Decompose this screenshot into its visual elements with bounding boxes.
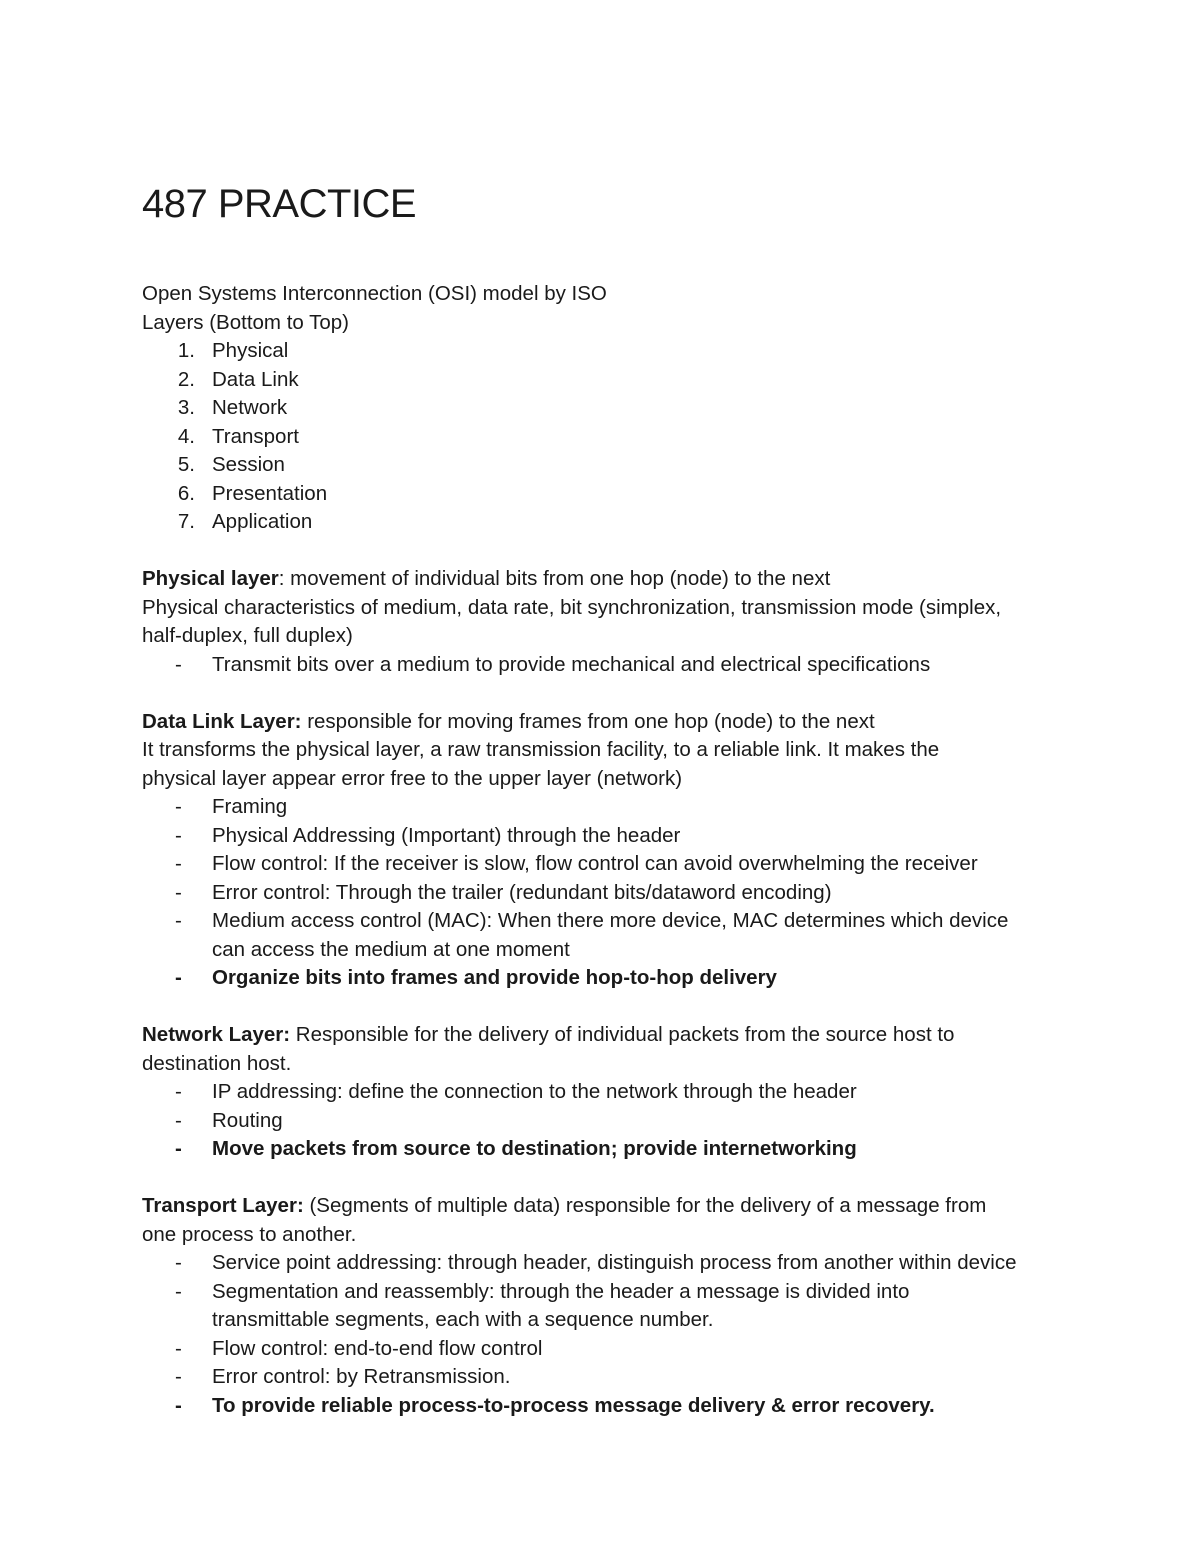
list-item [142,451,1082,480]
list-item [142,850,1082,879]
list-item-label: Move packets from source to destination; provide internetworking [212,1137,857,1160]
bullet-dash: - [175,1365,182,1388]
bullet-dash: - [175,1279,182,1303]
bullet-dash: - [175,852,182,875]
list-item-label: Transmit bits over a medium to provide mechanical and electrical specifications [212,652,931,676]
list-item-label: Flow control: If the receiver is slow, flow control can avoid overwhelming the receiver [212,852,978,875]
list-item [142,366,1082,395]
bullet-dash: - [175,1108,182,1132]
list-item-label: Physical [212,339,289,362]
list-item [142,1249,1082,1278]
list-number: 7. [177,510,195,533]
transport-bullet-list [142,1249,1082,1420]
bullet-dash: - [175,966,182,989]
list-item-bold [142,1392,1082,1421]
bullet-dash: - [175,1080,182,1103]
list-item-label: Error control: by Retransmission. [212,1365,511,1388]
paragraph-line: one process to another. [142,1222,357,1246]
physical-bullet-list [142,651,1082,680]
bullet-dash: - [175,652,182,676]
list-item [142,879,1082,908]
list-item-label: Physical Addressing (Important) through the header [212,823,681,847]
paragraph-line: It transforms the physical layer, a raw transmission facility, to a reliable link. It makes the [142,738,940,761]
list-number: 3. [177,396,195,419]
intro-line: Layers (Bottom to Top) [142,310,349,334]
list-number: 4. [177,424,195,448]
page-title: 487 PRACTICE [142,182,417,226]
list-number: 2. [177,367,195,391]
list-item-bold [142,964,1082,993]
transport-layer-heading [142,1192,1082,1221]
bullet-dash: - [175,823,182,847]
list-item [142,1335,1082,1364]
list-item [142,394,1082,423]
document-body [142,180,1082,1420]
bullet-dash: - [175,880,182,904]
list-item-label: Organize bits into frames and provide hop-to-hop delivery [212,966,777,989]
list-number: 6. [177,481,195,505]
list-item [142,1363,1082,1392]
intro-line: Open Systems Interconnection (OSI) model by ISO [142,282,607,305]
list-item [142,907,1082,936]
paragraph-line: physical layer appear error free to the upper layer (network) [142,766,683,790]
section-heading: Transport Layer: [142,1194,304,1217]
list-item [142,508,1082,537]
datalink-bullet-list [142,793,1082,993]
bullet-dash: - [175,1336,182,1360]
list-item [142,1078,1082,1107]
list-item-label: IP addressing: define the connection to the network through the header [212,1080,857,1103]
bullet-dash: - [175,1137,182,1160]
list-number: 1. [177,339,195,362]
list-item-label: Framing [212,795,288,818]
list-item-label: Presentation [212,481,328,505]
list-item-label: Application [212,510,313,533]
section-heading-text: responsible for moving frames from one hop (node) to the next [301,709,875,733]
list-item-label: Medium access control (MAC): When there more device, MAC determines which device [212,909,1009,932]
list-item-label: transmittable segments, each with a sequence number. [212,1308,714,1331]
bullet-dash: - [175,1393,182,1417]
network-layer-heading [142,1021,1082,1050]
list-item-label: Session [212,453,285,476]
list-item [142,651,1082,680]
section-heading-text: : movement of individual bits from one hop (node) to the next [278,567,831,590]
spacer [142,1164,1082,1193]
network-bullet-list [142,1078,1082,1164]
list-item-label: Network [212,396,288,419]
spacer [142,679,1082,708]
list-item-label: To provide reliable process-to-process message delivery & error recovery. [212,1393,935,1417]
paragraph-line: destination host. [142,1051,292,1075]
physical-layer-heading [142,565,1082,594]
list-item-bold [142,1135,1082,1164]
list-item [142,793,1082,822]
osi-layer-list [142,337,1082,537]
section-heading-text: (Segments of multiple data) responsible for the delivery of a message from [303,1194,987,1217]
spacer [142,537,1082,566]
list-item-continuation [142,936,1082,965]
list-item [142,423,1082,452]
list-item [142,1107,1082,1136]
bullet-dash: - [175,795,182,818]
list-item [142,1278,1082,1307]
section-heading-text: Responsible for the delivery of individual packets from the source host to [290,1023,955,1046]
bullet-dash: - [175,1251,182,1274]
datalink-layer-heading [142,708,1082,737]
list-item-label: Service point addressing: through header, distinguish process from another within device [212,1251,1017,1274]
list-item [142,480,1082,509]
list-item-label: Segmentation and reassembly: through the header a message is divided into [212,1279,910,1303]
list-item-label: Error control: Through the trailer (redundant bits/dataword encoding) [212,880,832,904]
list-number: 5. [177,453,195,476]
section-heading: Data Link Layer: [142,709,302,733]
paragraph-line: half-duplex, full duplex) [142,624,353,647]
paragraph-line: Physical characteristics of medium, data rate, bit synchronization, transmission mode (simplex, [142,595,1002,619]
list-item-label: Flow control: end-to-end flow control [212,1336,543,1360]
bullet-dash: - [175,909,182,932]
list-item-label: can access the medium at one moment [212,937,570,961]
section-heading: Physical layer [142,567,279,590]
list-item-label: Transport [212,424,299,448]
list-item-label: Data Link [212,367,299,391]
spacer [142,993,1082,1022]
list-item [142,337,1082,366]
list-item-label: Routing [212,1108,283,1132]
section-heading: Network Layer: [142,1023,291,1046]
list-item [142,822,1082,851]
list-item-continuation [142,1306,1082,1335]
